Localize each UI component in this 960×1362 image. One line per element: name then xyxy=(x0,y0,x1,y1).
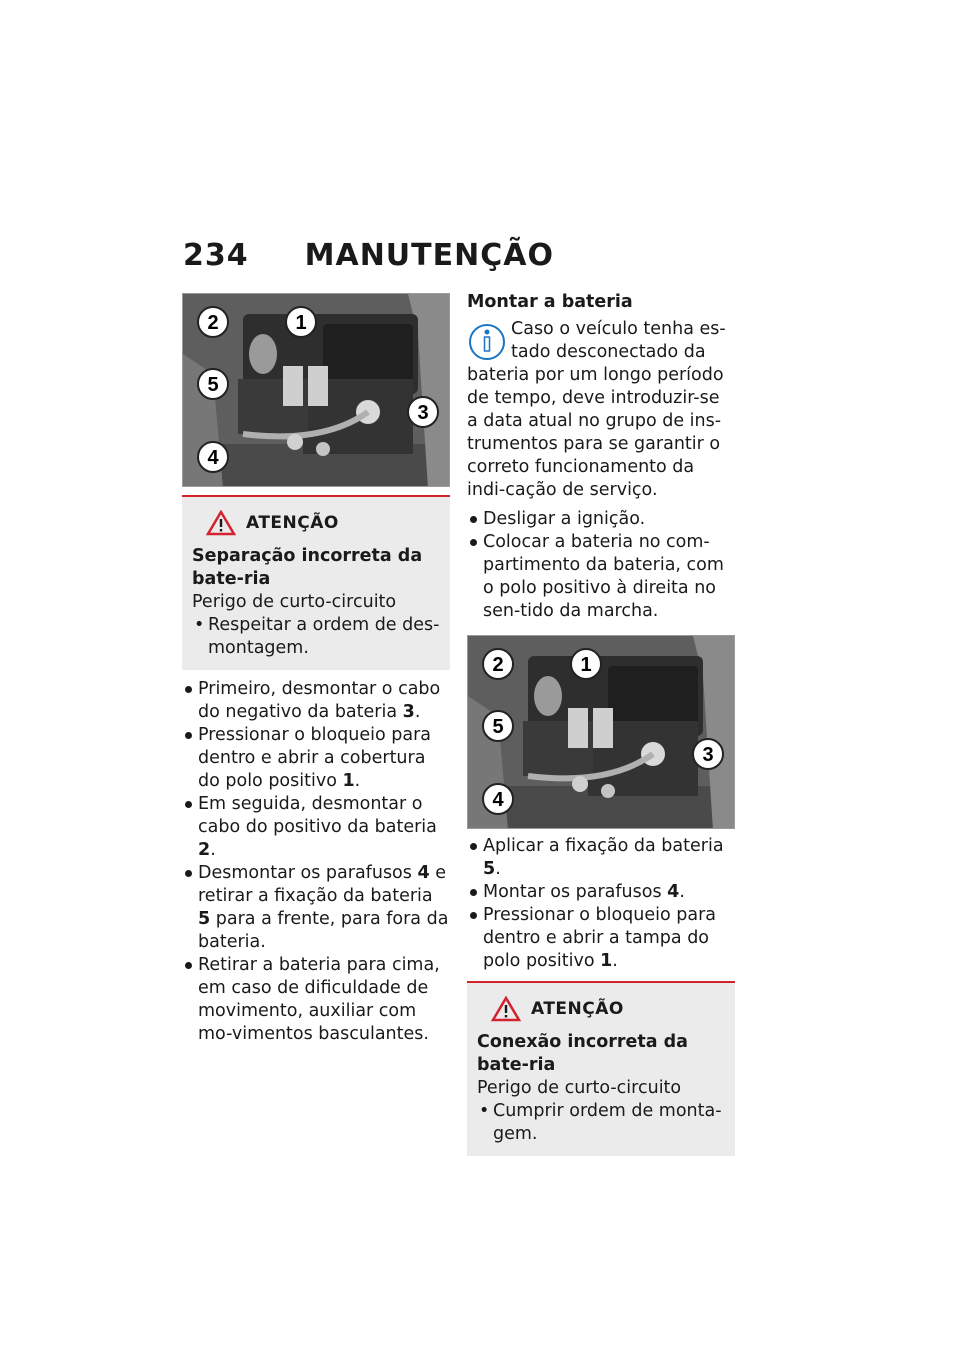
page-header xyxy=(183,238,554,278)
callout-5: 5 xyxy=(207,374,219,396)
removal-steps xyxy=(182,678,450,1046)
list-item: Desmontar os parafusos 4 e retirar a fixação da bateria 5 para a frente, para fora da bateria. xyxy=(182,862,450,954)
warning-header xyxy=(192,509,442,537)
list-item: Colocar a bateria no com-partimento da bateria, com o polo positivo à direita no sen-tido da marcha. xyxy=(467,531,735,623)
note-text: Caso o veículo tenha es-tado desconectado da bateria por um longo período de tempo, deve introduzir-se a data atual no grupo de ins-trumentos para se garantir o correto funcionamento da indi-cação de serviço. xyxy=(467,319,726,500)
warning-heading: Conexão incorreta da bate-ria xyxy=(477,1032,688,1075)
battery-photo-1 xyxy=(182,293,450,487)
warning-title: ATENÇÃO xyxy=(531,998,624,1019)
warning-header xyxy=(477,995,727,1023)
list-item: Em seguida, desmontar o cabo do positivo da bateria 2. xyxy=(182,793,450,862)
list-item: Aplicar a fixação da bateria 5. xyxy=(467,835,735,881)
battery-illustration xyxy=(183,294,450,487)
left-column xyxy=(182,293,450,1046)
right-column xyxy=(467,291,735,1156)
callout-3: 3 xyxy=(702,744,714,766)
info-note xyxy=(467,318,735,502)
warning-box-1 xyxy=(182,495,450,670)
warning-title: ATENÇÃO xyxy=(246,512,339,533)
callout-4: 4 xyxy=(492,789,504,811)
chapter-title: MANUTENÇÃO xyxy=(304,238,554,273)
warning-heading: Separação incorreta da bate-ria xyxy=(192,546,423,589)
callout-2: 2 xyxy=(492,654,504,676)
warning-item: • Cumprir ordem de monta-gem. xyxy=(477,1100,727,1146)
callout-4: 4 xyxy=(207,447,219,469)
battery-illustration xyxy=(468,636,735,829)
list-item: Pressionar o bloqueio para dentro e abrir a tampa do polo positivo 1. xyxy=(467,904,735,973)
warning-text: Perigo de curto-circuito xyxy=(192,592,397,612)
list-item: Desligar a ignição. xyxy=(467,508,735,531)
warning-item: • Respeitar a ordem de des-montagem. xyxy=(192,614,442,660)
warning-triangle-icon xyxy=(491,996,521,1022)
list-item: Montar os parafusos 4. xyxy=(467,881,735,904)
list-item: Pressionar o bloqueio para dentro e abrir a cobertura do polo positivo 1. xyxy=(182,724,450,793)
callout-1: 1 xyxy=(580,654,592,676)
warning-triangle-icon xyxy=(206,510,236,536)
warning-box-2 xyxy=(467,981,735,1156)
battery-photo-2 xyxy=(467,635,735,829)
section-title: Montar a bateria xyxy=(467,292,633,312)
page-number: 234 xyxy=(183,238,249,273)
callout-5: 5 xyxy=(492,716,504,738)
info-icon xyxy=(467,318,507,364)
install-steps-a xyxy=(467,508,735,623)
list-item: Retirar a bateria para cima, em caso de dificuldade de movimento, auxiliar com mo-vimentos basculantes. xyxy=(182,954,450,1046)
warning-text: Perigo de curto-circuito xyxy=(477,1078,682,1098)
callout-2: 2 xyxy=(207,312,219,334)
install-steps-b xyxy=(467,835,735,973)
callout-1: 1 xyxy=(295,312,307,334)
callout-3: 3 xyxy=(417,402,429,424)
list-item: Primeiro, desmontar o cabo do negativo da bateria 3. xyxy=(182,678,450,724)
